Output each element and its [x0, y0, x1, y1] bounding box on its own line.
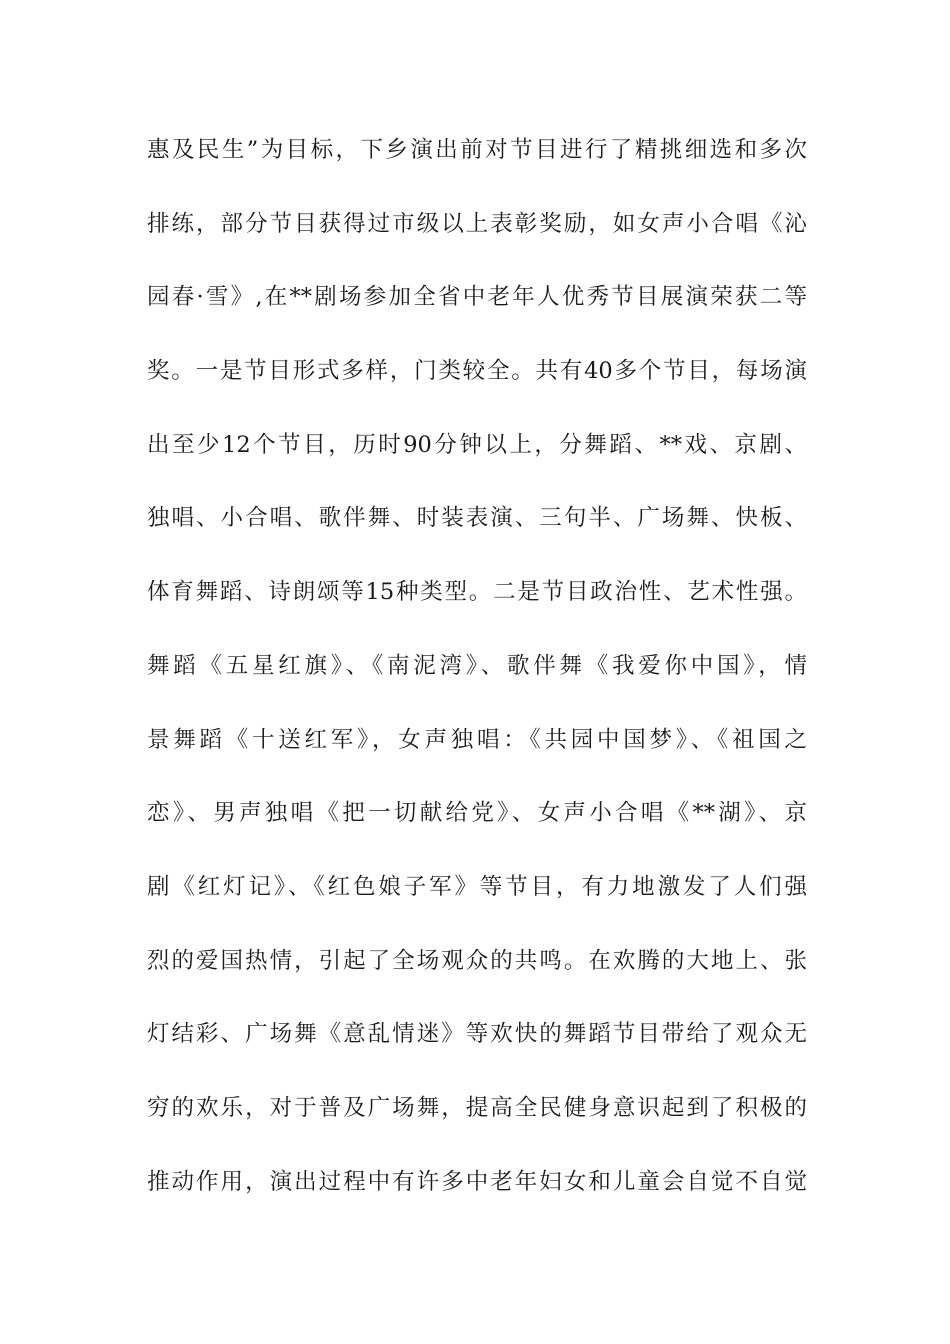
text-line-10: 恋》、男声独唱《把一切献给党》、女声小合唱《**湖》、京	[147, 800, 807, 827]
body-text	[147, 127, 807, 1232]
text-line-1: 惠及民生”为目标，下乡演出前对节目进行了精挑细选和多次	[147, 137, 807, 163]
text-line-14: 穷的欢乐，对于普及广场舞，提高全民健身意识起到了积极的	[147, 1094, 807, 1121]
text-line-11: 剧《红灯记》、《红色娘子军》等节目，有力地激发了人们强	[147, 873, 807, 900]
text-line-6: 独唱、小合唱、歌伴舞、时装表演、三句半、广场舞、快板、	[147, 505, 807, 532]
text-line-12: 烈的爱国热情，引起了全场观众的共鸣。在欢腾的大地上、张	[147, 947, 807, 974]
text-line-7: 体育舞蹈、诗朗颂等15种类型。二是节目政治性、艺术性强。	[147, 579, 807, 606]
text-line-5: 出至少12个节目，历时90分钟以上，分舞蹈、**戏、京剧、	[147, 431, 807, 458]
text-line-8: 舞蹈《五星红旗》、《南泥湾》、歌伴舞《我爱你中国》，情	[147, 652, 807, 679]
text-line-2: 排练，部分节目获得过市级以上表彰奖励，如女声小合唱《沁	[147, 210, 807, 237]
text-line-15: 推动作用，演出过程中有许多中老年妇女和儿童会自觉不自觉	[147, 1168, 807, 1195]
text-line-13: 灯结彩、广场舞《意乱情迷》等欢快的舞蹈节目带给了观众无	[147, 1021, 807, 1048]
text-line-3: 园春·雪》,在**剧场参加全省中老年人优秀节目展演荣获二等	[147, 284, 807, 311]
text-line-4: 奖。一是节目形式多样，门类较全。共有40多个节目，每场演	[147, 358, 807, 385]
text-line-9: 景舞蹈《十送红军》，女声独唱：《共园中国梦》、《祖国之	[147, 726, 807, 753]
